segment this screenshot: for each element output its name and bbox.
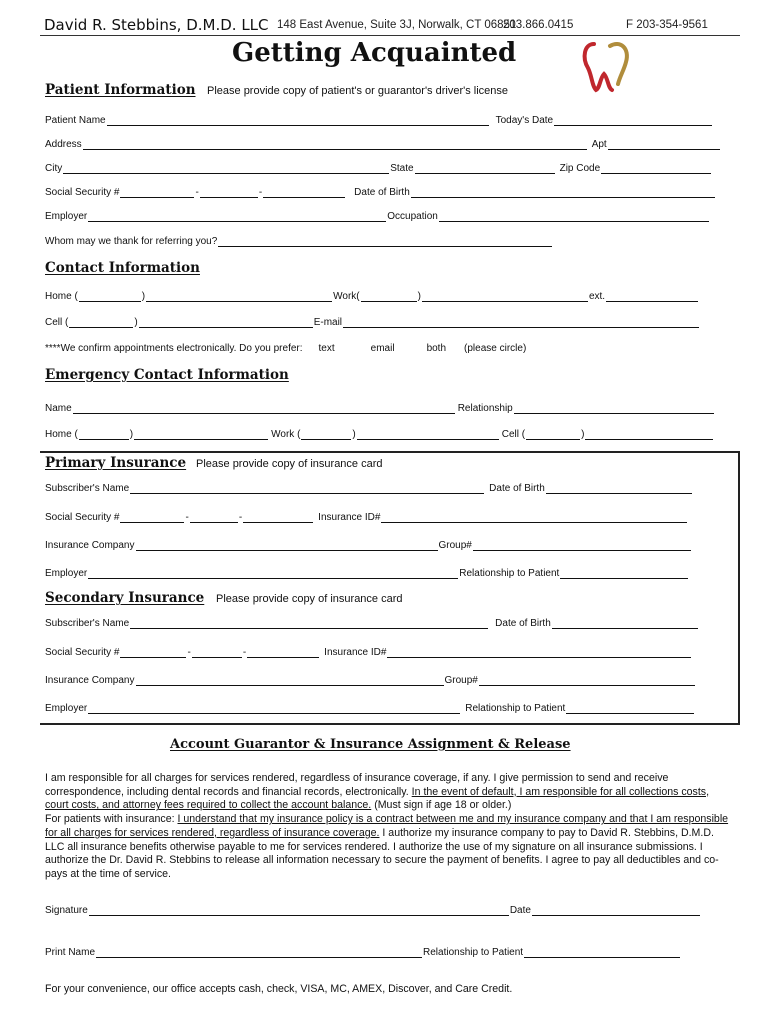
apt-label: Apt [591, 139, 607, 150]
secondary-dob-field[interactable] [552, 618, 698, 629]
secondary-relationship-field[interactable] [566, 703, 694, 714]
occupation-label: Occupation [387, 211, 438, 222]
print-name-label: Print Name [45, 947, 96, 958]
signature-date-field[interactable] [532, 905, 700, 916]
guarantor-relationship-field[interactable] [524, 947, 680, 958]
city-label: City [45, 163, 63, 174]
secondary-group-field[interactable] [479, 675, 695, 686]
practice-name: David R. Stebbins, D.M.D. LLC [44, 16, 269, 34]
todays-date-label: Today's Date [495, 115, 554, 126]
contact-work-label: Work( [333, 291, 360, 302]
primary-relationship-label: Relationship to Patient [459, 568, 560, 579]
emergency-home-field[interactable] [134, 429, 268, 440]
emergency-heading: Emergency Contact Information [45, 367, 289, 383]
contact-ext-label: ext. [588, 291, 606, 302]
employer-field[interactable] [88, 211, 386, 222]
secondary-relationship-label: Relationship to Patient [465, 703, 566, 714]
primary-group-field[interactable] [473, 540, 691, 551]
guarantor-relationship-label: Relationship to Patient [423, 947, 524, 958]
secondary-company-field[interactable] [136, 675, 444, 686]
secondary-ssn-part2-field[interactable] [192, 647, 242, 658]
account-terms-p1-underlined: In the event of default, I am responsible for all collections costs, court costs, and attorney fees required to collect the account balance. [45, 785, 710, 812]
contact-home-area-field[interactable] [79, 291, 141, 302]
primary-dob-label: Date of Birth [489, 483, 545, 494]
secondary-employer-field[interactable] [88, 703, 460, 714]
primary-insurance-heading: Primary Insurance [45, 455, 187, 471]
referral-field[interactable] [218, 236, 552, 247]
secondary-subscriber-field[interactable] [130, 618, 488, 629]
form-title: Getting Acquainted [232, 38, 517, 68]
contact-home-label: Home ( [45, 291, 78, 302]
primary-insurance-note: Please provide copy of insurance card [196, 458, 383, 470]
emergency-work-label: Work ( [271, 429, 301, 440]
state-field[interactable] [415, 163, 555, 174]
account-heading: Account Guarantor & Insurance Assignment & Release [170, 737, 571, 752]
ssn-part2-field[interactable] [200, 187, 258, 198]
zip-field[interactable] [601, 163, 711, 174]
ssn-part1-field[interactable] [120, 187, 194, 198]
practice-fax: F 203-354-9561 [626, 19, 708, 31]
option-both[interactable]: both [426, 343, 447, 354]
contact-info-heading: Contact Information [45, 260, 200, 276]
secondary-insurance-id-label: Insurance ID# [324, 647, 387, 658]
contact-email-label: E-mail [313, 317, 343, 328]
header-rule [40, 35, 740, 36]
patient-name-label: Patient Name [45, 115, 106, 126]
referral-label: Whom may we thank for referring you? [45, 236, 218, 247]
patient-info-note: Please provide copy of patient's or guarantor's driver's license [207, 85, 509, 97]
emergency-relationship-label: Relationship [457, 403, 513, 414]
primary-ssn-label: Social Security # [45, 512, 120, 523]
signature-date-label: Date [509, 905, 531, 916]
ssn-part3-field[interactable] [263, 187, 345, 198]
dob-field[interactable] [411, 187, 715, 198]
payment-footer: For your convenience, our office accepts cash, check, VISA, MC, AMEX, Discover, and Care Credit. [45, 983, 513, 995]
emergency-home-label: Home ( [45, 429, 78, 440]
secondary-insurance-heading: Secondary Insurance [45, 590, 205, 606]
option-email[interactable]: email [370, 343, 395, 354]
contact-home-field[interactable] [146, 291, 332, 302]
primary-employer-label: Employer [45, 568, 88, 579]
primary-ssn-part2-field[interactable] [190, 512, 238, 523]
primary-insurance-id-label: Insurance ID# [318, 512, 381, 523]
primary-insurance-id-field[interactable] [381, 512, 687, 523]
secondary-dob-label: Date of Birth [495, 618, 551, 629]
primary-ssn-part1-field[interactable] [120, 512, 184, 523]
ssn-label: Social Security # [45, 187, 120, 198]
contact-cell-label: Cell ( [45, 317, 69, 328]
patient-name-field[interactable] [107, 115, 489, 126]
contact-work-area-field[interactable] [361, 291, 417, 302]
contact-cell-field[interactable] [139, 317, 313, 328]
primary-subscriber-label: Subscriber's Name [45, 483, 130, 494]
contact-work-field[interactable] [422, 291, 588, 302]
dob-label: Date of Birth [354, 187, 410, 198]
address-field[interactable] [83, 139, 587, 150]
primary-employer-field[interactable] [88, 568, 458, 579]
contact-email-field[interactable] [343, 317, 699, 328]
emergency-relationship-field[interactable] [514, 403, 714, 414]
zip-label: Zip Code [559, 163, 601, 174]
account-terms-p1-end: (Must sign if age 18 or older.) [371, 799, 512, 812]
option-note: (please circle) [464, 343, 527, 354]
secondary-ssn-part3-field[interactable] [247, 647, 319, 658]
secondary-employer-label: Employer [45, 703, 88, 714]
state-label: State [390, 163, 414, 174]
todays-date-field[interactable] [554, 115, 712, 126]
emergency-work-area-field[interactable] [301, 429, 351, 440]
secondary-ssn-label: Social Security # [45, 647, 120, 658]
primary-company-field[interactable] [136, 540, 438, 551]
option-text[interactable]: text [318, 343, 335, 354]
emergency-work-field[interactable] [357, 429, 499, 440]
primary-company-label: Insurance Company [45, 540, 135, 551]
practice-address: 148 East Avenue, Suite 3J, Norwalk, CT 06851 [277, 19, 517, 31]
signature-label: Signature [45, 905, 88, 916]
emergency-cell-field[interactable] [585, 429, 713, 440]
account-terms-p2-underlined: I understand that my insurance policy is a contract between me and my insurance company and that I am responsible for all charges for services rendered, regardless of insurance coverage. [45, 813, 729, 839]
employer-label: Employer [45, 211, 88, 222]
emergency-home-area-field[interactable] [79, 429, 129, 440]
primary-subscriber-field[interactable] [130, 483, 484, 494]
occupation-field[interactable] [439, 211, 709, 222]
primary-ssn-part3-field[interactable] [243, 512, 313, 523]
account-terms-p2-end: I authorize my insurance company to pay to David R. Stebbins, D.M.D. LLC all insurance benefits otherwise payable to me for services rendered. I authorize the use of my signature on all insurance submissions. I authorize the Dr. David R. Stebbins to release all information necessary to secure the payment of benefits. I agree to pay all deductibles and co-pays at the time of service. [45, 826, 719, 880]
contact-cell-area-field[interactable] [69, 317, 133, 328]
emergency-cell-area-field[interactable] [526, 429, 580, 440]
secondary-ssn-part1-field[interactable] [120, 647, 186, 658]
primary-relationship-field[interactable] [560, 568, 688, 579]
account-terms [45, 772, 735, 882]
emergency-cell-label: Cell ( [501, 429, 526, 440]
city-field[interactable] [63, 163, 389, 174]
contact-ext-field[interactable] [606, 291, 698, 302]
signature-field[interactable] [89, 905, 509, 916]
secondary-company-label: Insurance Company [45, 675, 135, 686]
address-label: Address [45, 139, 82, 150]
secondary-insurance-id-field[interactable] [387, 647, 691, 658]
emergency-name-field[interactable] [73, 403, 455, 414]
confirm-question: ****We confirm appointments electronically. Do you prefer: [45, 343, 303, 354]
secondary-subscriber-label: Subscriber's Name [45, 618, 130, 629]
account-terms-p1: I am responsible for all charges for services rendered, regardless of insurance coverage, if any. I give permission to send and receive correspondence, including dental records and financial records, electronically. [45, 772, 669, 798]
primary-dob-field[interactable] [546, 483, 692, 494]
secondary-group-label: Group# [444, 675, 478, 686]
practice-phone: 203.866.0415 [503, 19, 574, 31]
secondary-insurance-note: Please provide copy of insurance card [216, 593, 403, 605]
emergency-name-label: Name [45, 403, 72, 414]
apt-field[interactable] [608, 139, 720, 150]
primary-group-label: Group# [438, 540, 472, 551]
account-terms-p2-start: For patients with insurance: [45, 813, 178, 826]
print-name-field[interactable] [96, 947, 422, 958]
patient-info-heading: Patient Information [45, 82, 196, 98]
tooth-logo-icon [580, 38, 632, 94]
